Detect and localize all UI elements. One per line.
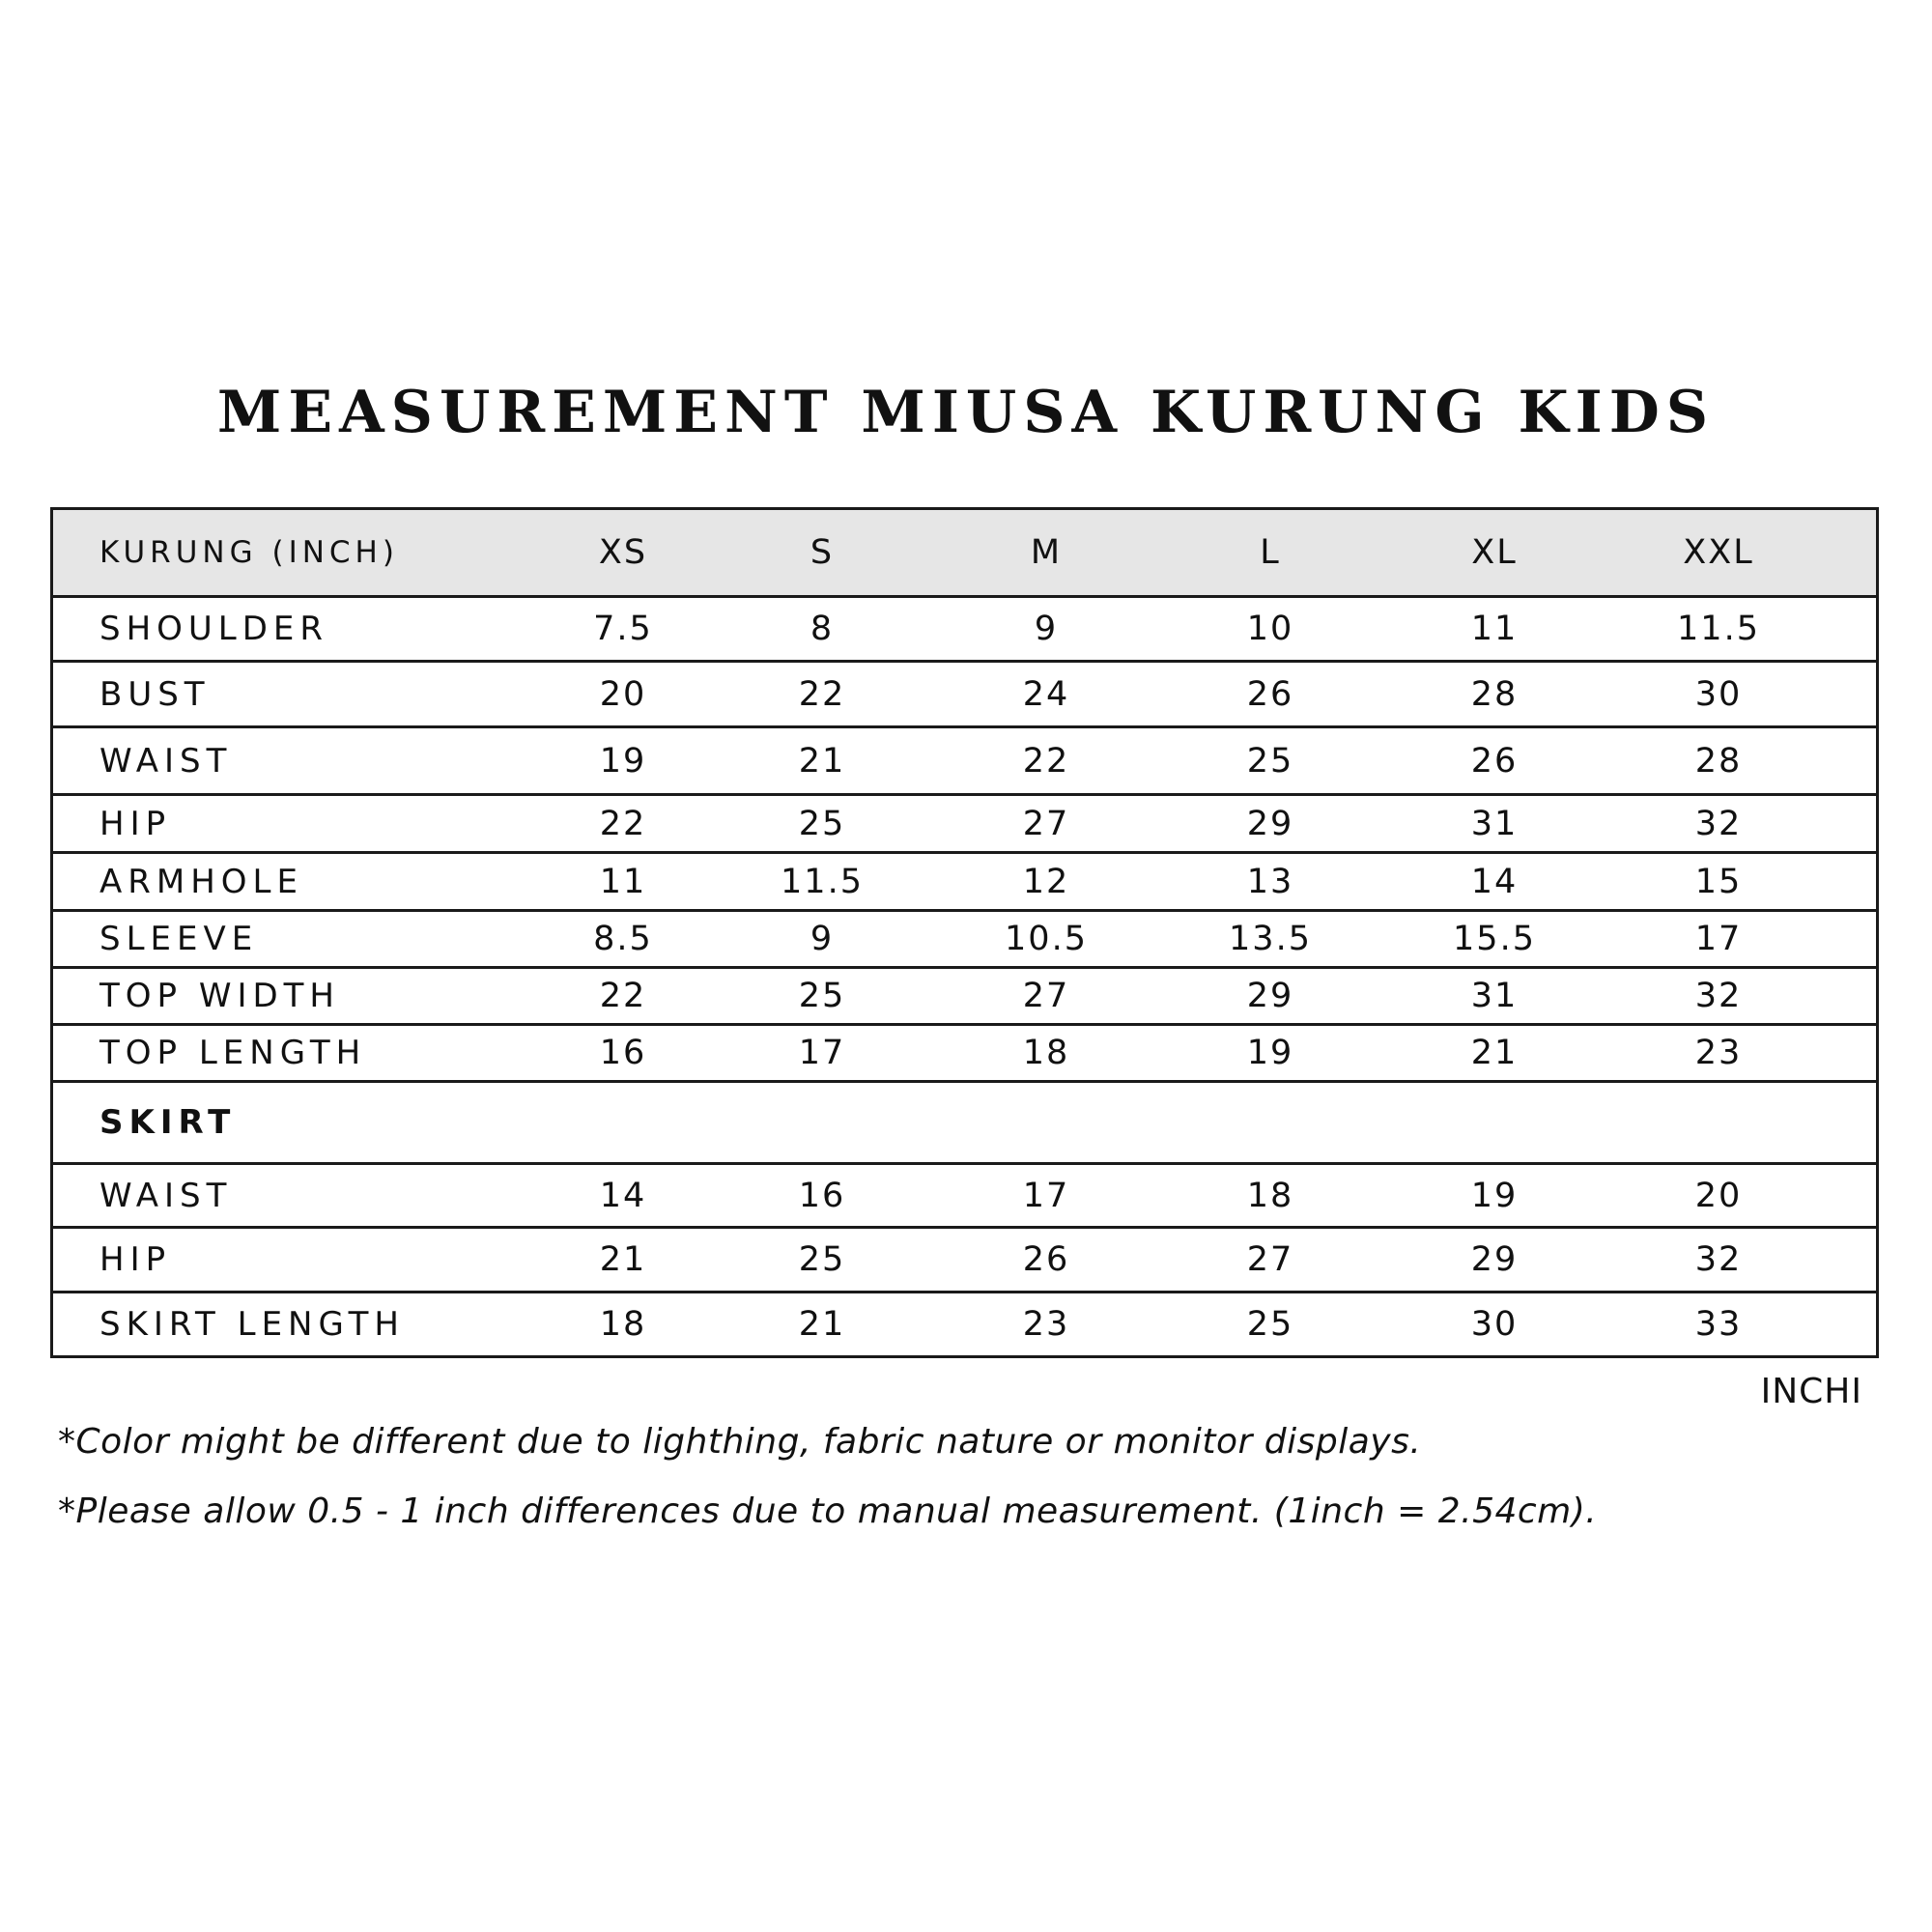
table-cell: 25 [798, 977, 846, 1015]
table-cell: 27 [1246, 1240, 1294, 1279]
row-label: TOP WIDTH [99, 977, 341, 1015]
unit-label: INCHI [1760, 1372, 1862, 1411]
table-cell: 9 [810, 920, 835, 958]
table-cell: 8 [810, 610, 835, 648]
note-measurement-tolerance: *Please allow 0.5 - 1 inch differences due to manual measurement. (1inch = 2.54cm). [58, 1492, 1598, 1531]
table-cell: 19 [599, 741, 647, 781]
table-cell: 29 [1246, 977, 1294, 1015]
table-cell: 16 [599, 1034, 647, 1072]
table-cell: 11.5 [781, 862, 864, 901]
row-label: WAIST [99, 1176, 233, 1215]
table-cell: 11.5 [1677, 610, 1760, 648]
header-size-s: S [810, 533, 835, 572]
row-label: WAIST [99, 741, 233, 781]
table-cell: 26 [1022, 1240, 1070, 1279]
table-cell: 17 [798, 1034, 846, 1072]
table-cell: 25 [798, 1240, 846, 1279]
header-label: KURUNG (INCH) [99, 535, 399, 570]
table-cell: 25 [1246, 1305, 1294, 1344]
table-header-row [53, 510, 1876, 595]
table-cell: 21 [599, 1240, 647, 1279]
table-cell: 15.5 [1453, 920, 1536, 958]
table-cell: 18 [1022, 1034, 1070, 1072]
table-cell: 32 [1694, 977, 1743, 1015]
row-label: ARMHOLE [99, 862, 303, 901]
table-cell: 20 [1694, 1176, 1743, 1215]
table-row [53, 595, 1876, 660]
row-label: HIP [99, 1240, 172, 1279]
table-cell: 27 [1022, 977, 1070, 1015]
table-cell: 20 [599, 674, 647, 714]
table-cell: 12 [1022, 862, 1070, 901]
table-cell: 7.5 [593, 610, 653, 648]
table-cell: 13 [1246, 862, 1294, 901]
table-cell: 22 [1022, 741, 1070, 781]
table-cell: 27 [1022, 804, 1070, 843]
header-size-m: M [1030, 533, 1063, 572]
table-cell: 31 [1470, 977, 1519, 1015]
row-label: SHOULDER [99, 610, 329, 648]
table-cell: 22 [599, 804, 647, 843]
row-label: HIP [99, 804, 172, 843]
table-cell: 23 [1694, 1034, 1743, 1072]
table-cell: 28 [1694, 741, 1743, 781]
table-cell: 25 [798, 804, 846, 843]
table-cell: 21 [1470, 1034, 1519, 1072]
table-cell: 30 [1694, 674, 1743, 714]
table-cell: 29 [1470, 1240, 1519, 1279]
table-cell: 10.5 [1005, 920, 1088, 958]
table-cell: 32 [1694, 1240, 1743, 1279]
row-label: BUST [99, 674, 211, 714]
table-cell: 14 [1470, 862, 1519, 901]
table-cell: 23 [1022, 1305, 1070, 1344]
header-size-xs: XS [598, 533, 648, 572]
table-cell: 9 [1034, 610, 1059, 648]
table-cell: 13.5 [1229, 920, 1312, 958]
section-label: SKIRT [99, 1103, 237, 1142]
page-title: MEASUREMENT MIUSA KURUNG KIDS [216, 379, 1716, 446]
table-row [53, 1162, 1876, 1226]
table-cell: 15 [1694, 862, 1743, 901]
header-size-l: L [1260, 533, 1281, 572]
table-cell: 26 [1470, 741, 1519, 781]
row-label: SKIRT LENGTH [99, 1305, 405, 1344]
row-label: SLEEVE [99, 920, 259, 958]
header-size-xl: XL [1471, 533, 1518, 572]
table-cell: 22 [798, 674, 846, 714]
table-cell: 19 [1246, 1034, 1294, 1072]
table-row [53, 851, 1876, 909]
table-cell: 25 [1246, 741, 1294, 781]
table-cell: 22 [599, 977, 647, 1015]
table-cell: 18 [1246, 1176, 1294, 1215]
note-color-disclaimer: *Color might be different due to lighthing, fabric nature or monitor displays. [58, 1422, 1422, 1462]
table-row [53, 966, 1876, 1023]
row-label: TOP LENGTH [99, 1034, 367, 1072]
table-cell: 11 [1470, 610, 1519, 648]
table-cell: 19 [1470, 1176, 1519, 1215]
table-cell: 30 [1470, 1305, 1519, 1344]
table-cell: 14 [599, 1176, 647, 1215]
table-cell: 18 [599, 1305, 647, 1344]
table-cell: 10 [1246, 610, 1294, 648]
table-row [53, 725, 1876, 793]
table-row [53, 1226, 1876, 1291]
table-cell: 32 [1694, 804, 1743, 843]
table-cell: 26 [1246, 674, 1294, 714]
table-cell: 8.5 [593, 920, 653, 958]
table-cell: 21 [798, 1305, 846, 1344]
table-cell: 29 [1246, 804, 1294, 843]
table-cell: 24 [1022, 674, 1070, 714]
table-cell: 16 [798, 1176, 846, 1215]
table-cell: 17 [1694, 920, 1743, 958]
table-cell: 21 [798, 741, 846, 781]
table-cell: 11 [599, 862, 647, 901]
table-cell: 31 [1470, 804, 1519, 843]
table-row [53, 1291, 1876, 1355]
table-cell: 33 [1694, 1305, 1743, 1344]
header-size-xxl: XXL [1683, 533, 1754, 572]
skirt-section-row [53, 1080, 1876, 1162]
table-cell: 17 [1022, 1176, 1070, 1215]
table-cell: 28 [1470, 674, 1519, 714]
table-row [53, 660, 1876, 725]
table-row [53, 793, 1876, 851]
table-row [53, 909, 1876, 966]
table-row [53, 1023, 1876, 1080]
size-chart-table [50, 507, 1879, 1358]
